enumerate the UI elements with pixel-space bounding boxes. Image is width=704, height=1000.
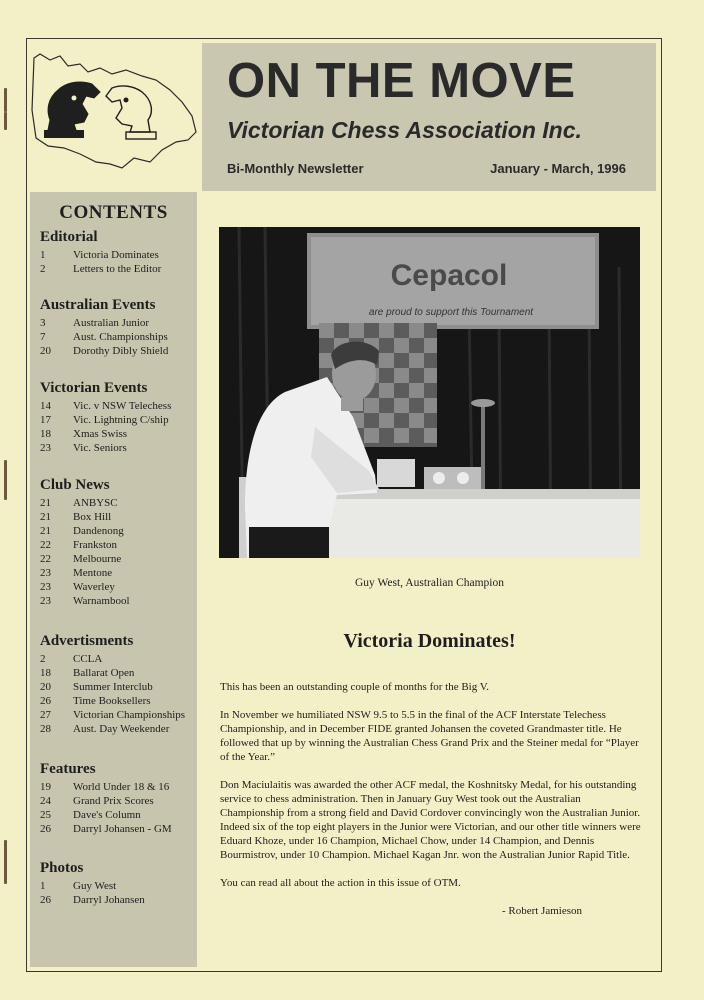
entry-title: Grand Prix Scores — [73, 795, 154, 807]
entry-page: 26 — [40, 823, 51, 835]
contents-entry — [40, 413, 195, 427]
entry-page: 25 — [40, 809, 51, 821]
binding-mark — [4, 112, 7, 130]
entry-title: CCLA — [73, 653, 103, 665]
binding-mark — [4, 840, 7, 884]
article-paragraph: This has been an outstanding couple of months for the Big V. — [220, 681, 490, 693]
entry-page: 27 — [40, 709, 51, 721]
entry-title: Warnambool — [73, 595, 130, 607]
banner-support-text: are proud to support this Tournament — [368, 307, 534, 318]
contents-sidebar — [30, 192, 197, 967]
entry-title: Xmas Swiss — [73, 428, 128, 440]
contents-section — [40, 476, 195, 608]
section-title: Features — [40, 761, 96, 777]
contents-entry — [40, 580, 195, 594]
entry-title: Victoria Dominates — [73, 249, 159, 261]
entry-page: 2 — [40, 263, 46, 275]
section-title: Photos — [40, 860, 84, 876]
binding-mark — [4, 88, 7, 112]
entry-page: 23 — [40, 581, 51, 593]
entry-title: ANBYSC — [73, 497, 118, 509]
entry-page: 1 — [40, 880, 46, 892]
entry-page: 20 — [40, 681, 51, 693]
entry-title: Vic. v NSW Telechess — [73, 400, 172, 412]
contents-section — [40, 632, 195, 736]
entry-title: Darryl Johansen - GM — [73, 823, 172, 835]
contents-entry — [40, 566, 195, 580]
photo-caption: Guy West, Australian Champion — [355, 577, 504, 589]
entry-title: Letters to the Editor — [73, 263, 162, 275]
article-headline: Victoria Dominates! — [343, 630, 516, 652]
contents-entry — [40, 248, 195, 262]
entry-title: World Under 18 & 16 — [73, 781, 170, 793]
entry-title: Aust. Championships — [73, 331, 168, 343]
section-title: Club News — [40, 477, 110, 493]
entry-page: 21 — [40, 525, 51, 537]
binding-mark — [4, 460, 7, 500]
contents-entry — [40, 694, 195, 708]
entry-title: Aust. Day Weekender — [73, 723, 170, 735]
contents-title: CONTENTS — [59, 202, 168, 223]
contents-entry — [40, 524, 195, 538]
entry-page: 18 — [40, 428, 51, 440]
newsletter-title: ON THE MOVE — [227, 54, 576, 108]
entry-title: Summer Interclub — [73, 681, 153, 693]
contents-entry — [40, 794, 195, 808]
entry-title: Victorian Championships — [73, 709, 186, 721]
contents-section — [40, 859, 195, 907]
contents-section — [40, 760, 195, 836]
entry-page: 24 — [40, 795, 51, 807]
article-body — [220, 680, 644, 932]
entry-page: 28 — [40, 723, 51, 735]
entry-page: 22 — [40, 539, 51, 551]
entry-title: Melbourne — [73, 553, 122, 565]
contents-entry — [40, 538, 195, 552]
contents-entry — [40, 441, 195, 455]
contents-entry — [40, 316, 195, 330]
article-signature: - Robert Jamieson — [501, 905, 582, 917]
contents-entry — [40, 808, 195, 822]
section-title: Victorian Events — [40, 380, 148, 396]
entry-page: 7 — [40, 331, 46, 343]
contents-entry — [40, 780, 195, 794]
contents-entry — [40, 708, 195, 722]
section-title: Australian Events — [40, 297, 156, 313]
entry-page: 23 — [40, 567, 51, 579]
section-title: Advertisments — [40, 633, 134, 649]
contents-entry — [40, 722, 195, 736]
entry-title: Mentone — [73, 567, 113, 579]
entry-title: Vic. Lightning C/ship — [73, 414, 169, 426]
contents-entry — [40, 262, 195, 276]
contents-entry — [40, 344, 195, 358]
article-paragraph: You can read all about the action in this issue of OTM. — [220, 877, 461, 889]
entry-page: 1 — [40, 249, 46, 261]
entry-page: 21 — [40, 511, 51, 523]
entry-title: Dave's Column — [73, 809, 141, 821]
entry-title: Box Hill — [73, 511, 112, 523]
article-paragraph: Don Maciulaitis was awarded the other ACF medal, the Koshnitsky Medal, for his outstanding service to chess administration. Then in January Guy West took out the Australian Championship from a strong field and David Cordover convincingly won the Australian Junior. Indeed six of the top eight players in the Junior were Victorian, and our other title winners were Eduard Khoze, under 16 Champion, Michael Chow, under 14 Champion, and Dennis Bourmistrov, under 10 Champion. Michael Kagan Jnr. won the Australian Junior Rapid Title. — [220, 779, 641, 861]
contents-entry — [40, 594, 195, 608]
entry-page: 23 — [40, 442, 51, 454]
contents-entry — [40, 330, 195, 344]
entry-title: Australian Junior — [73, 317, 150, 329]
entry-title: Waverley — [73, 581, 115, 593]
entry-page: 3 — [40, 317, 46, 329]
entry-page: 23 — [40, 595, 51, 607]
entry-page: 18 — [40, 667, 51, 679]
issue-date: January - March, 1996 — [490, 161, 626, 176]
contents-entry — [40, 510, 195, 524]
section-title: Editorial — [40, 229, 98, 245]
entry-page: 14 — [40, 400, 51, 412]
contents-entry — [40, 879, 195, 893]
entry-page: 22 — [40, 553, 51, 565]
entry-title: Ballarat Open — [73, 667, 135, 679]
entry-title: Frankston — [73, 539, 117, 551]
contents-entry — [40, 427, 195, 441]
entry-page: 20 — [40, 345, 51, 357]
entry-page: 26 — [40, 894, 51, 906]
association-name: Victorian Chess Association Inc. — [227, 117, 582, 143]
contents-section — [40, 379, 195, 455]
entry-page: 21 — [40, 497, 51, 509]
guy-west-photo — [219, 227, 640, 558]
article-paragraph: In November we humiliated NSW 9.5 to 5.5 in the final of the ACF Interstate Telechess Championship, and in December FIDE granted Johansen the coveted Grandmaster title. He followed that up by winning the Australian Chess Grand Prix and the Steiner medal for “Player of the Year.” — [220, 709, 639, 763]
entry-title: Dorothy Dibly Shield — [73, 345, 169, 357]
contents-entry — [40, 552, 195, 566]
contents-section — [40, 296, 195, 358]
contents-entry — [40, 822, 195, 836]
entry-page: 17 — [40, 414, 51, 426]
entry-title: Darryl Johansen — [73, 894, 145, 906]
chess-knights-logo — [30, 50, 200, 180]
contents-entry — [40, 666, 195, 680]
newsletter-frequency: Bi-Monthly Newsletter — [227, 161, 364, 176]
entry-title: Vic. Seniors — [73, 442, 127, 454]
entry-page: 2 — [40, 653, 46, 665]
contents-entry — [40, 496, 195, 510]
contents-section — [40, 228, 195, 276]
entry-page: 26 — [40, 695, 51, 707]
contents-entry — [40, 893, 195, 907]
contents-entry — [40, 652, 195, 666]
entry-title: Time Booksellers — [73, 695, 151, 707]
entry-page: 19 — [40, 781, 51, 793]
masthead — [202, 43, 656, 191]
banner-brand-text: Cepacol — [390, 259, 508, 292]
entry-title: Dandenong — [73, 525, 124, 537]
contents-entry — [40, 399, 195, 413]
entry-title: Guy West — [73, 880, 117, 892]
contents-entry — [40, 680, 195, 694]
